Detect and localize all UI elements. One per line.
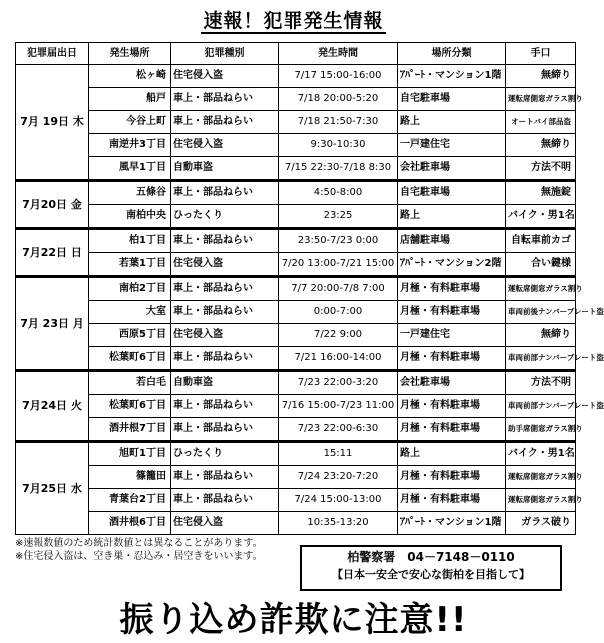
cell-crime-type: 車上・部品ねらい	[171, 88, 279, 111]
cell-crime-type: 自動車盗	[171, 157, 279, 181]
table-row	[16, 229, 576, 253]
cell-place-category: ｱﾊﾟｰﾄ・マンション2階	[398, 253, 506, 277]
table-row	[16, 134, 576, 157]
cell-place-category: 月極・有料駐車場	[398, 347, 506, 371]
notes	[15, 537, 263, 563]
cell-crime-type: 車上・部品ねらい	[171, 489, 279, 512]
table-row	[16, 157, 576, 181]
cell-location: 大室	[89, 301, 171, 324]
cell-crime-type: 住宅侵入盗	[171, 134, 279, 157]
note-statistics: ※速報数値のため統計数値とは異なることがあります。	[15, 538, 263, 549]
table-row	[16, 418, 576, 442]
cell-place-category: ｱﾊﾟｰﾄ・マンション1階	[398, 512, 506, 535]
cell-location: 風早1丁目	[89, 157, 171, 181]
cell-location: 若葉1丁目	[89, 253, 171, 277]
cell-report-date: 7月25日 水	[16, 442, 89, 535]
cell-method: ガラス破り	[506, 512, 576, 535]
police-name-phone: 柏警察署 04－7148－0110	[347, 550, 515, 564]
cell-location: 南柏中央	[89, 205, 171, 229]
fraud-warning: 振り込め詐欺に注意!!	[119, 600, 468, 640]
cell-crime-type: 車上・部品ねらい	[171, 347, 279, 371]
cell-crime-type: 住宅侵入盗	[171, 324, 279, 347]
cell-time: 15:11	[279, 442, 398, 466]
page-title	[0, 6, 587, 33]
cell-time: 7/7 20:00-7/8 7:00	[279, 277, 398, 301]
header-type: 犯罪種別	[171, 43, 279, 65]
cell-location: 南逆井3丁目	[89, 134, 171, 157]
table-row	[16, 442, 576, 466]
cell-method: 運転席側窓ガラス割り	[506, 489, 576, 512]
cell-place-category: 月極・有料駐車場	[398, 418, 506, 442]
cell-report-date: 7月20日 金	[16, 181, 89, 229]
cell-place-category: 一戸建住宅	[398, 134, 506, 157]
table-row	[16, 181, 576, 205]
cell-method: 運転席側窓ガラス割り	[506, 88, 576, 111]
table-row	[16, 512, 576, 535]
cell-crime-type: 自動車盗	[171, 371, 279, 395]
cell-time: 7/17 15:00-16:00	[279, 65, 398, 88]
table-row	[16, 301, 576, 324]
cell-method: 車両前後ナンバープレート盗	[506, 301, 576, 324]
cell-location: 柏1丁目	[89, 229, 171, 253]
cell-method: 合い鍵様	[506, 253, 576, 277]
cell-report-date: 7月 19日 木	[16, 65, 89, 181]
note-definition: ※住宅侵入盗は、空き巣・忍込み・居空きをいいます。	[15, 551, 263, 562]
cell-method: 無締り	[506, 134, 576, 157]
cell-time: 4:50-8:00	[279, 181, 398, 205]
cell-method: 助手席側窓ガラス割り	[506, 418, 576, 442]
header-place: 場所分類	[398, 43, 506, 65]
cell-time: 7/15 22:30-7/18 8:30	[279, 157, 398, 181]
cell-crime-type: 車上・部品ねらい	[171, 111, 279, 134]
cell-method: 方法不明	[506, 371, 576, 395]
cell-place-category: 自宅駐車場	[398, 88, 506, 111]
cell-method: 車両前部ナンバープレート盗	[506, 395, 576, 418]
cell-time: 7/23 22:00-6:30	[279, 418, 398, 442]
cell-place-category: 月極・有料駐車場	[398, 301, 506, 324]
cell-place-category: 路上	[398, 205, 506, 229]
cell-method: 車両前部ナンバープレート盗	[506, 347, 576, 371]
cell-method: バイク・男1名	[506, 442, 576, 466]
cell-location: 酒井根6丁目	[89, 512, 171, 535]
table-row	[16, 347, 576, 371]
crime-table-body	[16, 65, 604, 535]
cell-time: 7/24 23:20-7:20	[279, 466, 398, 489]
cell-location: 旭町1丁目	[89, 442, 171, 466]
cell-time: 7/16 15:00-7/23 11:00	[279, 395, 398, 418]
cell-location: 酒井根7丁目	[89, 418, 171, 442]
table-row	[16, 371, 576, 395]
cell-location: 若白毛	[89, 371, 171, 395]
cell-crime-type: ひったくり	[171, 442, 279, 466]
cell-location: 松ヶ崎	[89, 65, 171, 88]
cell-crime-type: 車上・部品ねらい	[171, 395, 279, 418]
cell-method: 無締り	[506, 324, 576, 347]
cell-crime-type: 車上・部品ねらい	[171, 277, 279, 301]
cell-time: 23:25	[279, 205, 398, 229]
cell-time: 7/20 13:00-7/21 15:00	[279, 253, 398, 277]
cell-method: 方法不明	[506, 157, 576, 181]
cell-time: 7/18 20:00-5:20	[279, 88, 398, 111]
cell-crime-type: 車上・部品ねらい	[171, 229, 279, 253]
cell-location: 船戸	[89, 88, 171, 111]
cell-crime-type: 車上・部品ねらい	[171, 418, 279, 442]
cell-time: 7/21 16:00-14:00	[279, 347, 398, 371]
cell-location: 西原5丁目	[89, 324, 171, 347]
cell-time: 0:00-7:00	[279, 301, 398, 324]
cell-crime-type: 車上・部品ねらい	[171, 466, 279, 489]
cell-crime-type: 住宅侵入盗	[171, 65, 279, 88]
cell-method: 自転車前カゴ	[506, 229, 576, 253]
cell-location: 松葉町6丁目	[89, 395, 171, 418]
police-tagline: 【日本一安全で安心な街柏を目指して】	[332, 568, 530, 581]
crime-table	[15, 42, 604, 535]
cell-place-category: 月極・有料駐車場	[398, 466, 506, 489]
cell-crime-type: ひったくり	[171, 205, 279, 229]
page-title-text: 速報！犯罪発生情報	[203, 10, 384, 32]
cell-time: 23:50-7/23 0:00	[279, 229, 398, 253]
cell-place-category: 路上	[398, 442, 506, 466]
cell-location: 五條谷	[89, 181, 171, 205]
cell-place-category: 一戸建住宅	[398, 324, 506, 347]
table-row	[16, 395, 576, 418]
cell-place-category: 店舗駐車場	[398, 229, 506, 253]
cell-place-category: ｱﾊﾟｰﾄ・マンション1階	[398, 65, 506, 88]
cell-location: 南柏2丁目	[89, 277, 171, 301]
cell-crime-type: 車上・部品ねらい	[171, 181, 279, 205]
police-contact-box	[300, 545, 562, 591]
cell-location: 今谷上町	[89, 111, 171, 134]
cell-crime-type: 車上・部品ねらい	[171, 301, 279, 324]
cell-report-date: 7月22日 日	[16, 229, 89, 277]
cell-time: 10:35-13:20	[279, 512, 398, 535]
cell-method: 運転席側窓ガラス割り	[506, 277, 576, 301]
header-location: 発生場所	[89, 43, 171, 65]
cell-place-category: 会社駐車場	[398, 157, 506, 181]
cell-time: 7/24 15:00-13:00	[279, 489, 398, 512]
table-row	[16, 88, 576, 111]
cell-method: バイク・男1名	[506, 205, 576, 229]
cell-location: 松葉町6丁目	[89, 347, 171, 371]
cell-place-category: 月極・有料駐車場	[398, 395, 506, 418]
cell-location: 青葉台2丁目	[89, 489, 171, 512]
cell-place-category: 月極・有料駐車場	[398, 489, 506, 512]
table-row	[16, 466, 576, 489]
cell-time: 7/23 22:00-3:20	[279, 371, 398, 395]
cell-place-category: 路上	[398, 111, 506, 134]
cell-place-category: 自宅駐車場	[398, 181, 506, 205]
header-time: 発生時間	[279, 43, 398, 65]
cell-method: 運転席側窓ガラス割り	[506, 466, 576, 489]
cell-method: 無施錠	[506, 181, 576, 205]
cell-time: 7/22 9:00	[279, 324, 398, 347]
table-row	[16, 277, 576, 301]
table-row	[16, 489, 576, 512]
table-row	[16, 205, 576, 229]
table-row	[16, 65, 576, 88]
header-date: 犯罪届出日	[16, 43, 89, 65]
cell-place-category: 会社駐車場	[398, 371, 506, 395]
header-method: 手口	[506, 43, 576, 65]
cell-time: 9:30-10:30	[279, 134, 398, 157]
cell-report-date: 7月 23日 月	[16, 277, 89, 371]
cell-report-date: 7月24日 火	[16, 371, 89, 442]
cell-location: 篠籠田	[89, 466, 171, 489]
header-row	[16, 43, 576, 65]
cell-place-category: 月極・有料駐車場	[398, 277, 506, 301]
table-row	[16, 324, 576, 347]
cell-crime-type: 住宅侵入盗	[171, 253, 279, 277]
table-row	[16, 111, 576, 134]
cell-time: 7/18 21:50-7:30	[279, 111, 398, 134]
cell-method: オートバイ部品盗	[506, 111, 576, 134]
cell-crime-type: 住宅侵入盗	[171, 512, 279, 535]
cell-method: 無締り	[506, 65, 576, 88]
table-row	[16, 253, 576, 277]
